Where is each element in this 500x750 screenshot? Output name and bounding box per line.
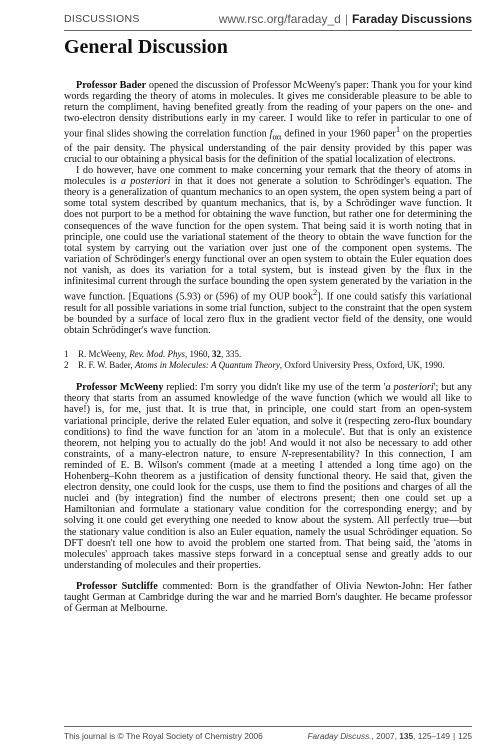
function-subscript: αα [272, 131, 282, 142]
copyright-notice: This journal is © The Royal Society of Chemistry 2006 [64, 731, 263, 741]
speaker-name: Professor Bader [76, 80, 147, 91]
page-footer [64, 726, 472, 741]
citation-line: Faraday Discuss., 2007, 135, 125–149 | 125 [307, 731, 472, 741]
function-symbol: f [269, 128, 273, 140]
section-label: DISCUSSIONS [64, 13, 140, 25]
header-separator: | [344, 12, 348, 26]
reference-list [64, 349, 472, 370]
citation-1[interactable]: 1 [395, 124, 401, 135]
journal-header [219, 12, 472, 26]
speaker-name: Professor Sutcliffe [76, 580, 158, 592]
article-body [64, 75, 472, 614]
reference-item: 2 R. F. W. Bader, Atoms in Molecules: A Quantum Theory, Oxford University Press, Oxford, UK, 1990. [64, 359, 445, 370]
journal-name: Faraday Discussions [351, 12, 472, 26]
page-number: 125 [458, 731, 472, 741]
running-header [64, 8, 472, 31]
page-title: General Discussion [64, 36, 228, 58]
paragraph-mcweeny: Professor McWeeny replied: I'm sorry you didn't like my use of the term 'a posteriori'; but any theory that starts from an assumed knowledge of the wave function (which we would all like to have!) is, for me, just that. It is true that, in principle, one could start from an open-system variational principle, derive the related Euler equation, and solve it (respecting zero-flux boundary conditions) to find the wave function for an 'atom in a molecule'. But that is only an existence theorem, not helping you to actually do the job! And would it not also be necessary to add other constraints, of a many-electron nature, to ensure N-representability? In this connection, I am reminded of E. B. Wilson's comment (made at a meeting I attended a long time ago) on the Hohenberg–Kohn theorem as a justification of density functional theory. He said that, given the electron density, one could look for the cusps, use them to find the positions and charges of all the nuclei and (by integration) find the number of electrons present; then one could set up a Hamiltonian and formulate a stationary value condition for the corresponding energy; and by solving it one could get everything one needed to know about the system. All perfectly true—but the stationary value condition is also an Euler equation, namely the usual Schrödinger equation. So DFT doesn't tell one how to avoid the problem one started from. That being said, the 'atoms in molecules' approach takes massive steps forward in a conceptual sense and greatly adds to our understanding of molecules and their properties. [64, 382, 472, 571]
paragraph-sutcliffe: Professor Sutcliffe commented: Born is the grandfather of Olivia Newton-John: Her father taught German at Cambridge during the war and he married Born's daughter. He became professor of German at Melbourne. [64, 580, 472, 615]
citation-2[interactable]: 2 [312, 287, 318, 298]
journal-url[interactable]: www.rsc.org/faraday_d [218, 12, 341, 26]
speaker-name: Professor McWeeny [76, 382, 164, 394]
paragraph-bader-2: I do however, have one comment to make concerning your remark that the theory of atoms in molecules is a posteriori in that it does not generate a solution to Schrödinger's equation. The theory is a generalization of quantum mechanics to an open system, the open system being a part of some total system described by quantum mechanics, that is, by a Schrödinger wave function. It does not purport to be a method for obtaining the wave function, but rather one for determining the consequences of the wave function for the open system. That being said it is worth noting that in principle, one could use the variational statement of the theory to obtain the wave function for the total system by carrying out the variation over just one of the component open systems. The variation of Schrödinger's energy functional over an open system to obtain the Euler equation does not vanish, as does its variation for a total system, but is instead given by the flux in the infinitesimal current through the surface bounding the open system generated by the variation in the wave function. [Equations (5.93) or (596) of my OUP book$^2$]. If one could satisfy this variational result for all possible variations in some trial function, subject to the constraint that the open system be bounded by a surface of local zero flux in the gradient vector field of the density, one would obtain Schrödinger's wave function. [64, 165, 472, 336]
paragraph-bader-1: Professor Bader opened the discussion of Professor McWeeny's paper: Thank you for your kind words regarding the theory of atoms in molecules. It gives me considerable pleasure to be able to return the compliment, having benefited greatly from the reading of your papers on the one- and two-electron density distributions early in my career. I would like to refer in particular to one of your final slides showing the correlation function $f_{\alpha\alpha}$ defined in your 1960 paper$^1$ on the properties of the pair density. The physical understanding of the pair density provided by this paper was crucial to our obtaining a physical basis for the definition of the spatial localization of electrons. [64, 80, 473, 165]
reference-item: 1 R. McWeeny, Rev. Mod. Phys, 1960, 32, 335. [64, 348, 242, 359]
